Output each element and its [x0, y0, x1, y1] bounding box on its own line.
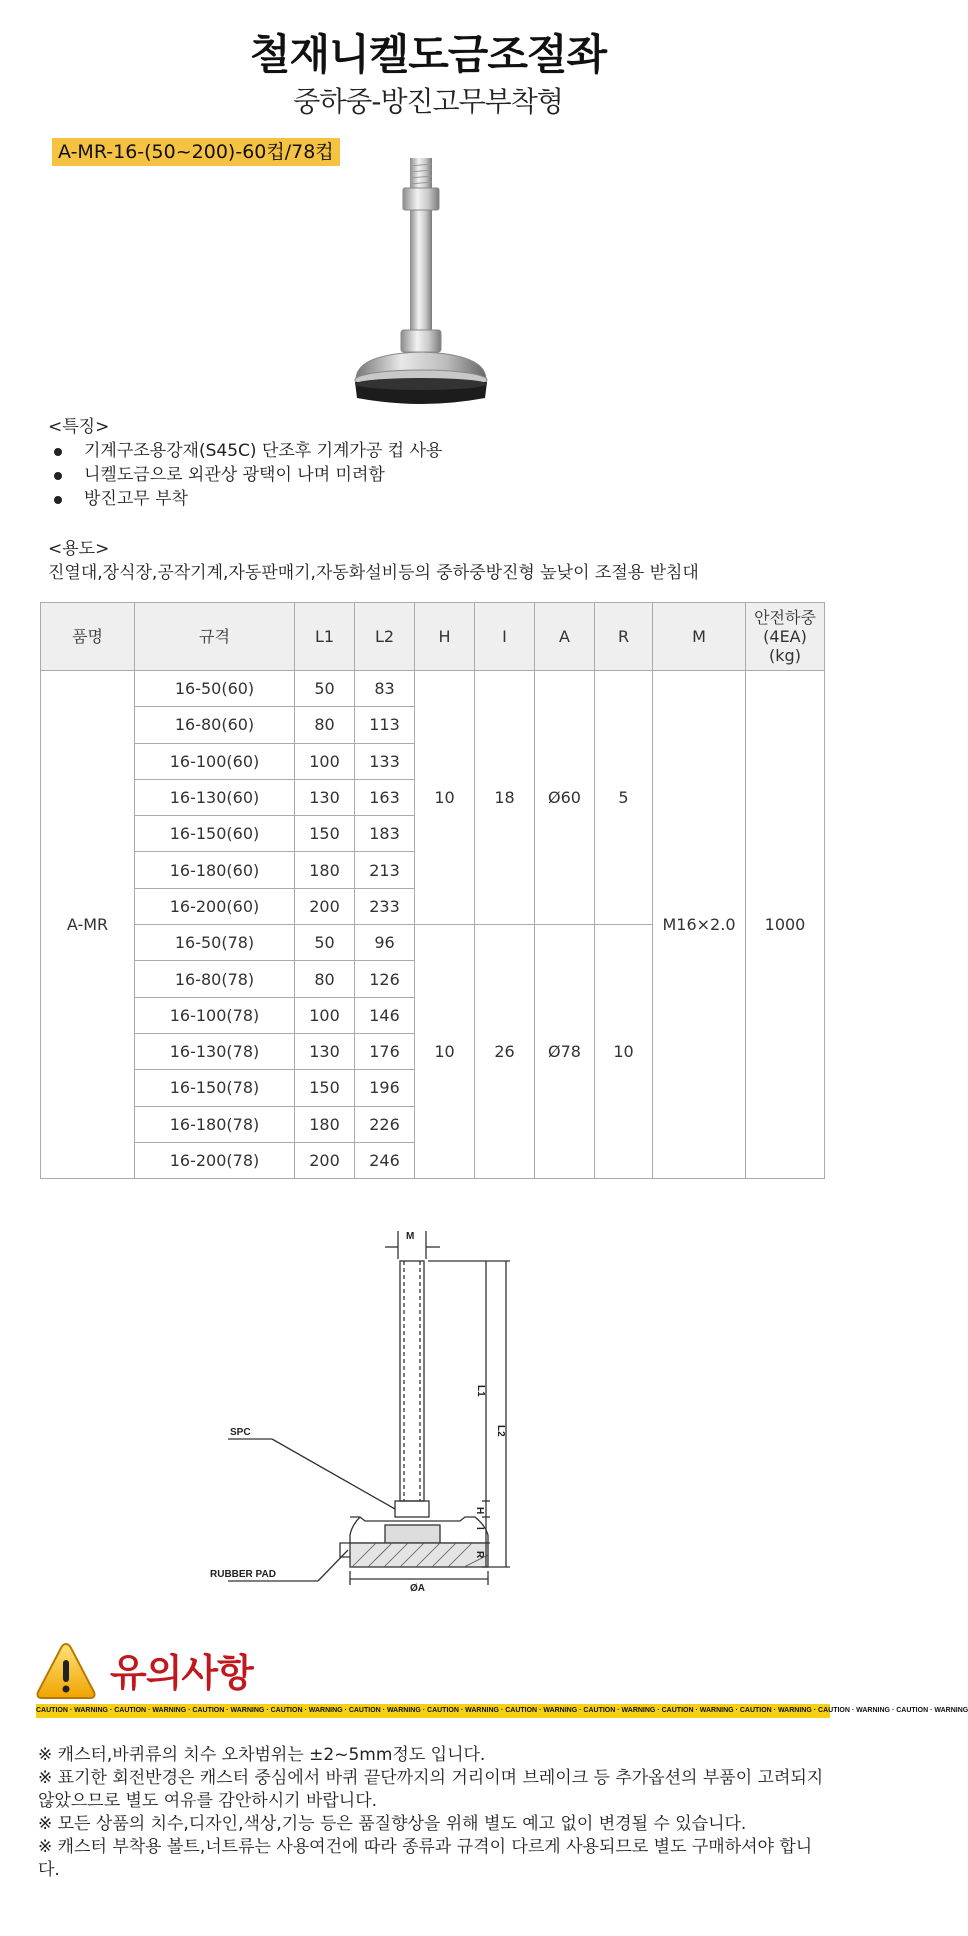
cell-l1: 50 — [295, 925, 355, 961]
caution-word: CAUTION — [114, 1707, 147, 1714]
cell-l2: 163 — [355, 779, 415, 815]
cell-spec: 16-200(60) — [135, 888, 295, 924]
cell-spec: 16-50(78) — [135, 925, 295, 961]
page-subtitle: 중하중-방진고무부착형 — [293, 85, 563, 118]
warning-word: WARNING — [465, 1707, 499, 1714]
caution-word: CAUTION — [739, 1707, 772, 1714]
header-load — [746, 603, 825, 671]
caution-word: CAUTION — [818, 1707, 850, 1714]
usage-section — [48, 537, 699, 585]
model-code-tag: A-MR-16-(50~200)-60컵/78컵 — [52, 138, 340, 166]
cell-l2: 83 — [355, 671, 415, 707]
caution-word: CAUTION — [427, 1707, 459, 1714]
cell-r-60: 5 — [595, 671, 653, 925]
cell-l2: 146 — [355, 997, 415, 1033]
header-load-line1: 안전하중 — [754, 608, 816, 627]
cell-spec: 16-100(78) — [135, 997, 295, 1033]
product-photo — [178, 140, 698, 460]
cell-spec: 16-200(78) — [135, 1142, 295, 1178]
header-i: I — [475, 603, 535, 671]
caution-word: CAUTION — [36, 1707, 68, 1714]
notice-line: ※ 캐스터 부착용 볼트,너트류는 사용여건에 따라 종류과 규격이 다르게 사용되므로 별도 구매하셔야 합니다. — [38, 1837, 813, 1880]
header-l1: L1 — [295, 603, 355, 671]
usage-heading: <용도> — [48, 539, 110, 559]
cell-l1: 130 — [295, 1033, 355, 1069]
header-h: H — [415, 603, 475, 671]
caution-word: CAUTION — [270, 1707, 303, 1714]
cell-m: M16×2.0 — [653, 671, 746, 1179]
cell-l2: 196 — [355, 1070, 415, 1106]
dim-label-h: H — [474, 1507, 485, 1515]
warning-word: WARNING — [543, 1707, 578, 1714]
dim-label-i: I — [474, 1527, 485, 1530]
cell-l2: 126 — [355, 961, 415, 997]
cell-l1: 50 — [295, 671, 355, 707]
leveling-foot-image — [355, 158, 487, 404]
cell-r-78: 10 — [595, 925, 653, 1179]
cell-l1: 200 — [295, 1142, 355, 1178]
cell-spec: 16-100(60) — [135, 743, 295, 779]
usage-text: 진열대,장식장,공작기계,자동판매기,자동화설비등의 중하중방진형 높낮이 조절용 받침대 — [48, 563, 699, 583]
warning-word: WARNING — [74, 1707, 108, 1714]
warning-word: WARNING — [777, 1707, 812, 1714]
caution-strip: CAUTION · WARNING · CAUTION · WARNING · CAUTION · WARNING · CAUTION · WARNING · CAUTION · WARNING · CAUTION · WARNING · CAUTION · WARNING · CAUTION · WARNING · CAUTION · WARNING · CAUTION · WARNING · CAUTION · WARNING · CAUTION · WARNING — [36, 1704, 830, 1718]
notice-line: ※ 표기한 회전반경은 캐스터 중심에서 바퀴 끝단까지의 거리이며 브레이크 등 추가옵션의 부품이 고려되지 않았으므로 별도 여유를 감안하시기 바랍니다. — [38, 1768, 824, 1811]
cell-l1: 150 — [295, 1070, 355, 1106]
warning-word: WARNING — [308, 1707, 343, 1714]
cell-product-name: A-MR — [41, 671, 135, 1179]
warning-triangle-icon — [34, 1640, 98, 1702]
cell-l2: 96 — [355, 925, 415, 961]
header-name: 품명 — [41, 603, 135, 671]
cell-l2: 183 — [355, 816, 415, 852]
cell-l1: 80 — [295, 707, 355, 743]
dim-label-m: M — [406, 1231, 415, 1242]
table-row — [41, 671, 825, 707]
feature-item: 기계구조용강재(S45C) 단조후 기계가공 컵 사용 — [48, 439, 442, 463]
cell-spec: 16-180(78) — [135, 1106, 295, 1142]
cell-l2: 133 — [355, 743, 415, 779]
cell-l1: 100 — [295, 997, 355, 1033]
cell-spec: 16-180(60) — [135, 852, 295, 888]
warning-word: WARNING — [230, 1707, 265, 1714]
cell-l1: 200 — [295, 888, 355, 924]
features-heading: <특징> — [48, 417, 110, 437]
cell-l1: 150 — [295, 816, 355, 852]
warning-word: WARNING — [699, 1707, 734, 1714]
caution-word: CAUTION — [661, 1707, 694, 1714]
dim-label-r: R — [474, 1551, 485, 1559]
cell-l1: 180 — [295, 1106, 355, 1142]
warning-word: WARNING — [152, 1707, 187, 1714]
warning-word: WARNING — [934, 1707, 968, 1714]
warning-word: WARNING — [856, 1707, 890, 1714]
cell-spec: 16-130(78) — [135, 1033, 295, 1069]
header-a: A — [535, 603, 595, 671]
warning-word: WARNING — [386, 1707, 421, 1714]
notice-list — [38, 1744, 828, 1882]
notice-line: ※ 모든 상품의 치수,디자인,색상,기능 등은 품질향상을 위해 별도 예고 없이 변경될 수 있습니다. — [38, 1814, 747, 1834]
header-load-line2: (4EA) — [763, 627, 807, 646]
cell-l2: 226 — [355, 1106, 415, 1142]
label-rubber-pad: RUBBER PAD — [210, 1569, 276, 1580]
cell-h-78: 10 — [415, 925, 475, 1179]
header-l2: L2 — [355, 603, 415, 671]
table-header-row — [41, 603, 825, 671]
cell-l1: 100 — [295, 743, 355, 779]
cell-spec: 16-80(78) — [135, 961, 295, 997]
cell-spec: 16-150(60) — [135, 816, 295, 852]
cell-spec: 16-150(78) — [135, 1070, 295, 1106]
cell-l1: 80 — [295, 961, 355, 997]
dimension-drawing — [190, 1225, 560, 1594]
features-section — [48, 415, 442, 511]
header-spec: 규격 — [135, 603, 295, 671]
page-title: 철재니켈도금조절좌 — [249, 30, 607, 79]
cell-load: 1000 — [746, 671, 825, 1179]
dim-label-a: ØA — [410, 1583, 425, 1594]
notice-line: ※ 캐스터,바퀴류의 치수 오차범위는 ±2~5mm정도 입니다. — [38, 1745, 486, 1765]
header-r: R — [595, 603, 653, 671]
cell-l1: 180 — [295, 852, 355, 888]
dim-label-l2: L2 — [495, 1425, 506, 1437]
dim-label-l1: L1 — [475, 1385, 486, 1397]
feature-item: 니켈도금으로 외관상 광택이 나며 미려함 — [48, 463, 442, 487]
cell-spec: 16-130(60) — [135, 779, 295, 815]
header-m: M — [653, 603, 746, 671]
caution-word: CAUTION — [192, 1707, 225, 1714]
cell-spec: 16-80(60) — [135, 707, 295, 743]
caution-word: CAUTION — [583, 1707, 616, 1714]
cell-a-60: Ø60 — [535, 671, 595, 925]
feature-item: 방진고무 부착 — [48, 487, 442, 511]
label-spc: SPC — [230, 1427, 251, 1438]
caution-word: CAUTION — [505, 1707, 538, 1714]
cell-l2: 246 — [355, 1142, 415, 1178]
caution-word: CAUTION — [348, 1707, 381, 1714]
warning-word: WARNING — [621, 1707, 656, 1714]
cell-l2: 113 — [355, 707, 415, 743]
cell-l2: 233 — [355, 888, 415, 924]
cell-a-78: Ø78 — [535, 925, 595, 1179]
cell-l2: 213 — [355, 852, 415, 888]
spec-table — [40, 602, 825, 1179]
caution-word: CAUTION — [896, 1707, 929, 1714]
cell-l2: 176 — [355, 1033, 415, 1069]
header-load-line3: (kg) — [769, 646, 801, 665]
cell-i-78: 26 — [475, 925, 535, 1179]
cell-i-60: 18 — [475, 671, 535, 925]
cell-h-60: 10 — [415, 671, 475, 925]
cell-spec: 16-50(60) — [135, 671, 295, 707]
cell-l1: 130 — [295, 779, 355, 815]
notice-title: 유의사항 — [110, 1651, 253, 1695]
